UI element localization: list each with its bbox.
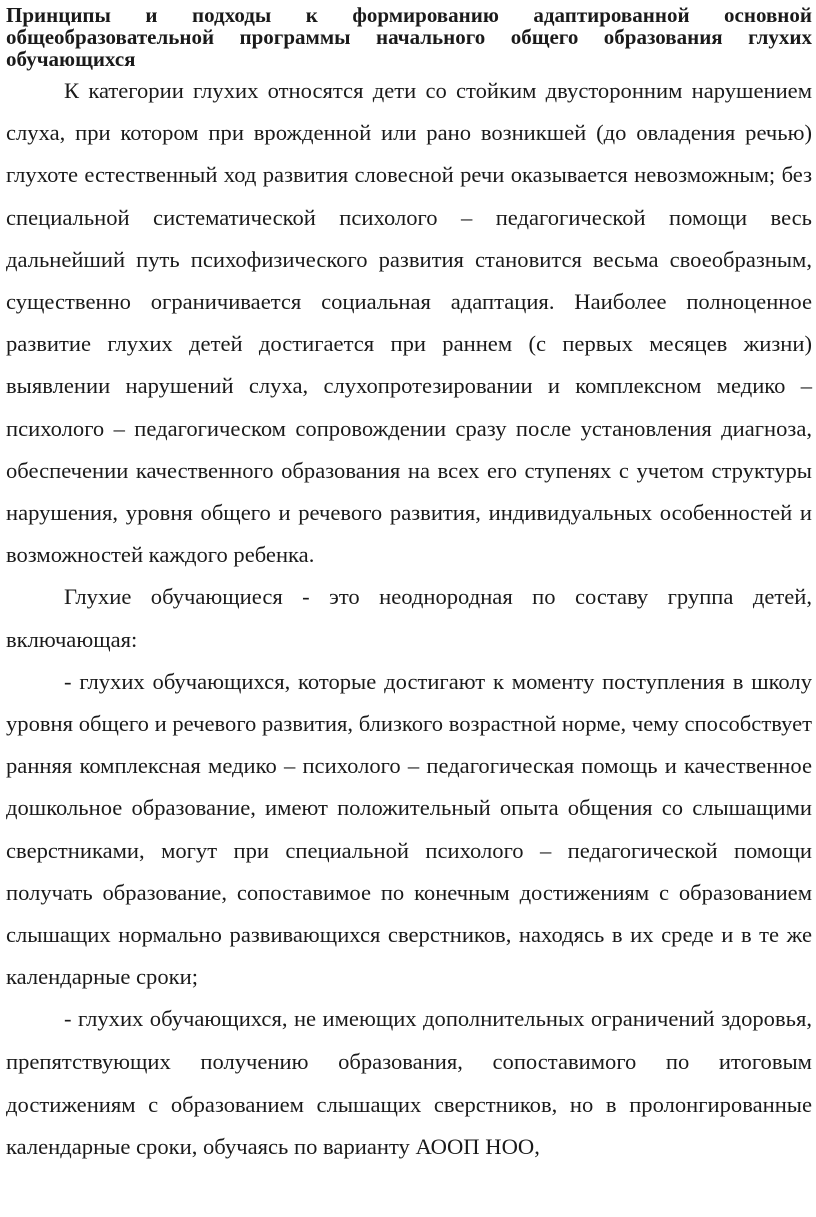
paragraph-deaf-category: К категории глухих относятся дети со стойким двусторонним нарушением слуха, при котором при врожденной или рано возникшей (до овладения речью) глухоте естественный ход развития словесной речи оказывается невозможным; без специальной систематической психолого – педагогической помощи весь дальнейший путь психофизического развития становится весьма своеобразным, существенно ограничивается социальная адаптация. Наиболее полноценное развитие глухих детей достигается при раннем (с первых месяцев жизни) выявлении нарушений слуха, слухопротезировании и комплексном медико – психолого – педагогическом сопровождении сразу после установления диагноза, обеспечении качественного образования на всех его ступенях с учетом структуры нарушения, уровня общего и речевого развития, индивидуальных особенностей и возможностей каждого ребенка. (6, 78, 812, 568)
document-page (6, 4, 812, 1169)
paragraph-heterogeneous-group: Глухие обучающиеся - это неоднородная по составу группа детей, включающая: (6, 584, 812, 652)
paragraph-group-one: - глухих обучающихся, которые достигают к моменту поступления в школу уровня общего и речевого развития, близкого возрастной норме, чему способствует ранняя комплексная медико – психолого – педагогическая помощь и качественное дошкольное образование, имеют положительный опыта общения со слышащими сверстниками, могут при специальной психолого – педагогической помощи получать образование, сопоставимое по конечным достижениям с образованием слышащих нормально развивающихся сверстников, находясь в их среде и в те же календарные сроки; (6, 668, 812, 990)
document-title: Принципы и подходы к формированию адаптированной основной общеобразовательной программы начального общего образования глухих обучающихся (6, 3, 812, 71)
paragraph-group-two: - глухих обучающихся, не имеющих дополнительных ограничений здоровья, препятствующих получению образования, сопоставимого по итоговым достижениям с образованием слышащих сверстников, но в пролонгированные календарные сроки, обучаясь по варианту АООП НОО, (6, 1006, 812, 1160)
